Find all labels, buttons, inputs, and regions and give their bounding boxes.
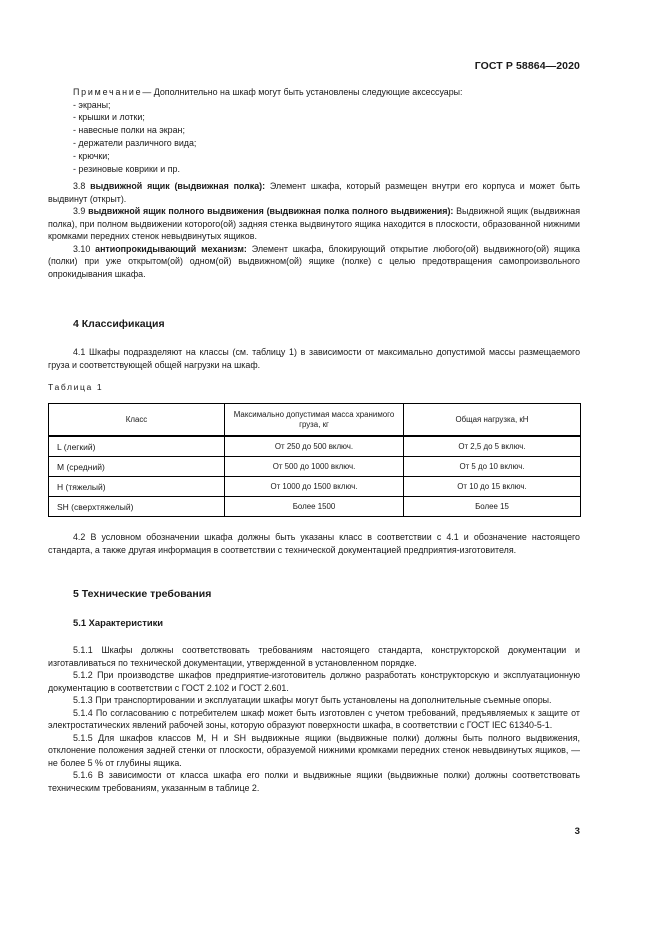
table-1 bbox=[48, 403, 581, 517]
page-number: 3 bbox=[574, 826, 580, 837]
table-row bbox=[49, 436, 581, 457]
section-4-heading-block bbox=[48, 318, 580, 331]
definition-3-9 bbox=[48, 205, 580, 243]
table-header-row bbox=[49, 404, 581, 437]
paragraph-5-1-5: 5.1.5 Для шкафов классов M, H и SH выдвижные ящики (выдвижные полки) должны быть полного выдвижения, отклонение положения задней стенки от плоскости, образуемой нижними кромками передних стенок невыдвинутых ящиков, — не более 5 % от глубины ящика. bbox=[48, 732, 580, 768]
list-item bbox=[48, 124, 580, 137]
cell-total-load: От 10 до 15 включ. bbox=[404, 477, 581, 497]
paragraph-4-2: 4.2 В условном обозначении шкафа должны быть указаны класс в соответствии с 4.1 и обозначение настоящего стандарта, а также другая информация в соответствии с технической документацией предприятия-изготовителя. bbox=[48, 532, 580, 555]
note-item-label: - резиновые коврики и пр. bbox=[73, 164, 180, 175]
definition-body: Выдвижной ящик (выдвижная полка), при полном выдвижении которого(ой) задняя стенка выдвинутого ящика находится в плоскости, образованной нижними кромками передних стенок невыдвинутых ящиков. bbox=[48, 206, 581, 242]
note-item-label: - экраны; bbox=[73, 99, 111, 110]
definition-body: Элемент шкафа, блокирующий открытие любого(ой) выдвижного(ой) ящика (полки) при уже открытом(ой) одном(ой) выдвижном(ой) ящике (полке) с целью предотвращения самопроизвольного опрокидывания шкафа. bbox=[48, 243, 580, 279]
cell-total-load: От 5 до 10 включ. bbox=[404, 457, 581, 477]
cell-class: SH (сверхтяжелый) bbox=[49, 497, 225, 517]
note-item-label: - навесные полки на экран; bbox=[73, 125, 185, 136]
note-label: Примечание bbox=[73, 87, 143, 97]
list-item bbox=[48, 137, 580, 150]
cell-class: L (легкий) bbox=[49, 436, 225, 457]
list-item bbox=[48, 163, 580, 176]
definition-3-10 bbox=[48, 243, 580, 281]
note-block bbox=[48, 86, 580, 176]
note-accessory-list bbox=[48, 99, 580, 176]
section-4-heading: 4 Классификация bbox=[73, 318, 165, 330]
section-5-heading: 5 Технические требования bbox=[73, 588, 212, 600]
cell-total-load: От 2,5 до 5 включ. bbox=[404, 436, 581, 457]
list-item bbox=[48, 111, 580, 124]
paragraph-5-1-2: 5.1.2 При производстве шкафов предприятие-изготовитель должно разработать конструкторскую и эксплуатационную документацию в соответствии с ГОСТ 2.102 и ГОСТ 2.601. bbox=[48, 670, 580, 693]
paragraph-4-1: 4.1 Шкафы подразделяют на классы (см. таблицу 1) в зависимости от максимально допустимой массы размещаемого груза и соответствующей общей нагрузки на шкаф. bbox=[48, 347, 580, 370]
paragraph-5-1-6: 5.1.6 В зависимости от класса шкафа его полки и выдвижные ящики (выдвижные полки) должны соответствовать техническим требованиям, указанным в таблице 2. bbox=[48, 770, 580, 794]
cell-total-load: Более 15 bbox=[404, 497, 581, 517]
cell-max-mass: От 1000 до 1500 включ. bbox=[225, 477, 404, 497]
table-1-caption: Таблица 1 bbox=[48, 382, 104, 392]
definition-body: Элемент шкафа, который размещен внутри его корпуса и может быть выдвинут (открыт). bbox=[48, 181, 580, 204]
section-5-heading-block bbox=[48, 588, 580, 601]
subsection-5-1-heading-block bbox=[48, 616, 580, 629]
definition-number: 3.8 bbox=[73, 181, 86, 191]
cell-max-mass: От 500 до 1000 включ. bbox=[225, 457, 404, 477]
column-header-class: Класс bbox=[49, 404, 225, 437]
definition-term: выдвижной ящик (выдвижная полка): bbox=[90, 181, 266, 191]
note-item-label: - держатели различного вида; bbox=[73, 138, 197, 149]
definition-3-8 bbox=[48, 180, 580, 205]
paragraph-5-1-1: 5.1.1 Шкафы должны соответствовать требованиям настоящего стандарта, конструкторской документации и изготавливаться по технической документации, утвержденной в установленном порядке. bbox=[48, 645, 580, 668]
note-text: Дополнительно на шкаф могут быть установлены следующие аксессуары: bbox=[153, 87, 463, 97]
note-item-label: - крышки и лотки; bbox=[73, 112, 145, 123]
cell-class: H (тяжелый) bbox=[49, 477, 225, 497]
definition-number: 3.10 bbox=[73, 243, 91, 254]
table-1-wrapper bbox=[48, 403, 580, 511]
running-head-standard-number: ГОСТ Р 58864—2020 bbox=[474, 60, 580, 72]
note-item-label: - крючки; bbox=[73, 151, 110, 162]
column-header-max-mass: Максимально допустимая масса хранимого груза, кг bbox=[225, 404, 404, 437]
subsection-5-1-body bbox=[48, 644, 580, 795]
definition-term: выдвижной ящик полного выдвижения (выдвижная полка полного выдвижения): bbox=[88, 206, 454, 217]
table-row bbox=[49, 497, 581, 517]
note-paragraph bbox=[48, 86, 580, 99]
definition-number: 3.9 bbox=[73, 206, 86, 217]
paragraph-4-1-block bbox=[48, 346, 580, 371]
paragraph-4-2-block bbox=[48, 531, 580, 556]
table-row bbox=[49, 477, 581, 497]
list-item bbox=[48, 99, 580, 112]
paragraph-5-1-4: 5.1.4 По согласованию с потребителем шкаф может быть изготовлен с учетом требований, предъявляемых к защите от электростатических явлений рабочей зоны, которую образуют поверхности шкафа, в соответствии с ГОСТ IEC 61340-5-1. bbox=[48, 707, 580, 731]
table-row bbox=[49, 457, 581, 477]
note-dash: — bbox=[142, 87, 152, 97]
cell-class: M (средний) bbox=[49, 457, 225, 477]
list-item bbox=[48, 150, 580, 163]
definitions-block bbox=[48, 180, 580, 280]
column-header-total-load: Общая нагрузка, кН bbox=[404, 404, 581, 437]
cell-max-mass: От 250 до 500 включ. bbox=[225, 436, 404, 457]
paragraph-5-1-3: 5.1.3 При транспортировании и эксплуатации шкафы могут быть установлены на дополнительные съемные опоры. bbox=[73, 695, 552, 706]
definition-term: антиопрокидывающий механизм: bbox=[95, 243, 247, 254]
subsection-5-1-heading: 5.1 Характеристики bbox=[73, 617, 164, 628]
cell-max-mass: Более 1500 bbox=[225, 497, 404, 517]
